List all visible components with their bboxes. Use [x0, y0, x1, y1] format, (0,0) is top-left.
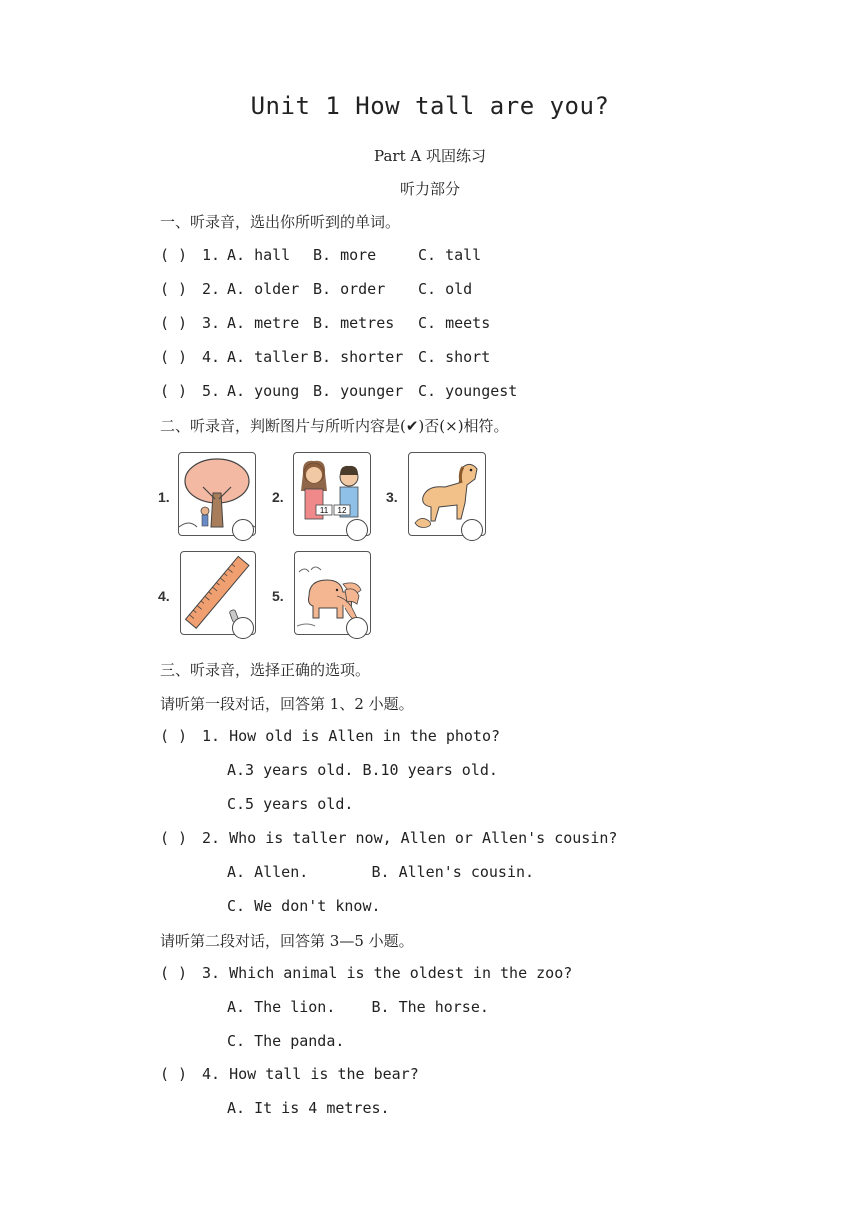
- answer-blank[interactable]: ( ): [160, 246, 188, 264]
- option-b: B. more: [313, 246, 377, 264]
- question-options: C.5 years old.: [227, 795, 354, 813]
- item-number: 2.: [202, 280, 221, 298]
- answer-blank[interactable]: ( ): [160, 382, 188, 400]
- part-subtitle: Part A 巩固练习: [374, 147, 486, 165]
- question-options: A. The lion. B. The horse.: [227, 998, 489, 1016]
- option-c: C. tall: [418, 246, 482, 264]
- answer-blank[interactable]: ( ): [160, 348, 188, 366]
- option-c: C. short: [418, 348, 491, 366]
- question-text: 3. Which animal is the oldest in the zoo?: [202, 964, 573, 982]
- picture-number: 3.: [386, 489, 398, 505]
- option-a: A. young: [227, 382, 300, 400]
- item-number: 1.: [202, 246, 221, 264]
- question-options: A. It is 4 metres.: [227, 1099, 390, 1117]
- label-twelve: 12: [337, 506, 347, 515]
- section1-heading: 一、听录音，选出你所听到的单词。: [160, 213, 401, 231]
- answer-blank[interactable]: ( ): [160, 1065, 188, 1083]
- answer-circle[interactable]: [346, 617, 368, 639]
- question-options: A. Allen. B. Allen's cousin.: [227, 863, 535, 881]
- option-b: B. younger: [313, 382, 404, 400]
- dialog2-intro: 请听第二段对话，回答第 3—5 小题。: [160, 932, 414, 950]
- answer-blank[interactable]: ( ): [160, 829, 188, 847]
- answer-circle[interactable]: [232, 617, 254, 639]
- option-b: B. metres: [313, 314, 395, 332]
- question-text: 4. How tall is the bear?: [202, 1065, 419, 1083]
- option-a: A. metre: [227, 314, 300, 332]
- answer-blank[interactable]: ( ): [160, 314, 188, 332]
- section-label: 听力部分: [399, 180, 460, 198]
- option-a: A. older: [227, 280, 300, 298]
- item-number: 5.: [202, 382, 221, 400]
- option-c: C. old: [418, 280, 473, 298]
- answer-blank[interactable]: ( ): [160, 964, 188, 982]
- answer-circle[interactable]: [232, 519, 254, 541]
- item-number: 4.: [202, 348, 221, 366]
- picture-number: 4.: [158, 588, 170, 604]
- option-c: C. youngest: [418, 382, 518, 400]
- answer-circle[interactable]: [346, 519, 368, 541]
- question-text: 2. Who is taller now, Allen or Allen's cousin?: [202, 829, 618, 847]
- option-b: B. order: [313, 280, 386, 298]
- picture-number: 1.: [158, 489, 170, 505]
- item-number: 3.: [202, 314, 221, 332]
- question-options: C. The panda.: [227, 1032, 345, 1050]
- option-a: A. hall: [227, 246, 291, 264]
- page-title: Unit 1 How tall are you?: [250, 92, 610, 120]
- question-options: A.3 years old. B.10 years old.: [227, 761, 498, 779]
- answer-circle[interactable]: [461, 519, 483, 541]
- label-eleven: 11: [319, 506, 329, 515]
- option-c: C. meets: [418, 314, 491, 332]
- answer-blank[interactable]: ( ): [160, 727, 188, 745]
- section3-heading: 三、听录音，选择正确的选项。: [160, 661, 371, 679]
- option-b: B. shorter: [313, 348, 404, 366]
- question-text: 1. How old is Allen in the photo?: [202, 727, 501, 745]
- picture-number: 5.: [272, 588, 284, 604]
- section2-heading: 二、听录音，判断图片与所听内容是(✔)否(×)相符。: [160, 417, 509, 435]
- dialog1-intro: 请听第一段对话，回答第 1、2 小题。: [160, 695, 414, 713]
- picture-number: 2.: [272, 489, 284, 505]
- option-a: A. taller: [227, 348, 309, 366]
- question-options: C. We don't know.: [227, 897, 381, 915]
- answer-blank[interactable]: ( ): [160, 280, 188, 298]
